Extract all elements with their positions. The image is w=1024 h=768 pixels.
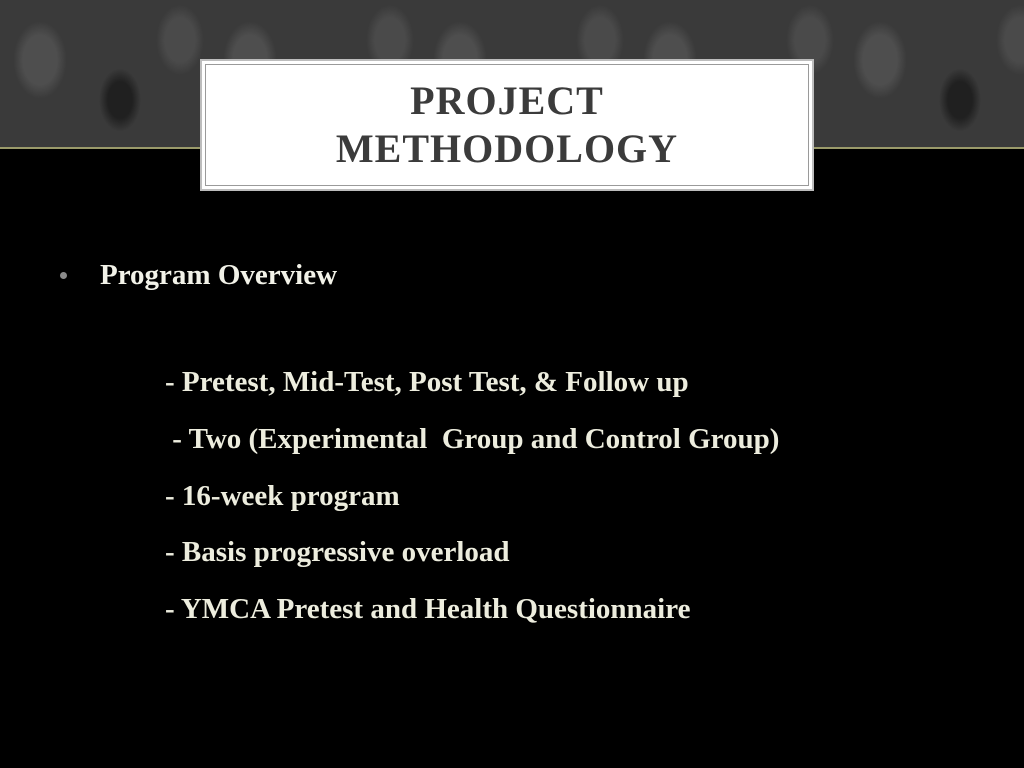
bullet-label: Program Overview [100,258,338,291]
sub-item: - YMCA Pretest and Health Questionnaire [165,593,691,625]
bullet-dot-icon [60,272,67,279]
bullet-item [60,255,337,295]
title-line-2: METHODOLOGY [335,126,679,171]
sub-item: - 16-week program [165,480,400,512]
sub-item: - Pretest, Mid-Test, Post Test, & Follow up [165,366,689,398]
sub-item: - Basis progressive overload [165,536,510,568]
title-line-1: PROJECT [410,78,604,123]
sub-item: - Two (Experimental Group and Control Group) [165,423,780,455]
